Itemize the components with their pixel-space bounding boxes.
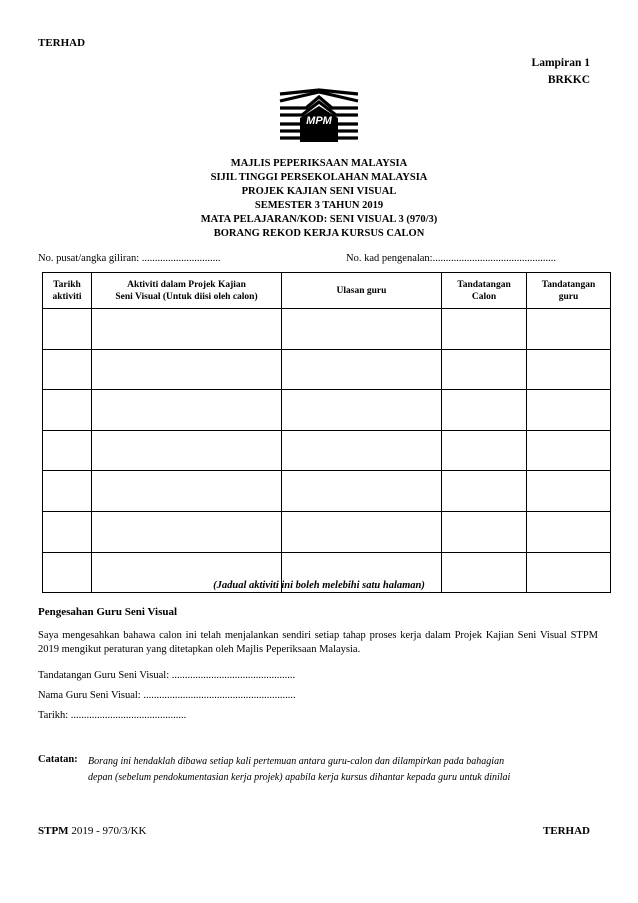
teacher-name-field: Nama Guru Seni Visual: .......................................................... bbox=[38, 690, 296, 701]
teacher-signature-field: Tandatangan Guru Seni Visual: ............................................... bbox=[38, 670, 296, 681]
cell-teacher-signature[interactable] bbox=[527, 390, 611, 431]
footer-classification: TERHAD bbox=[542, 825, 590, 837]
cell-review[interactable] bbox=[282, 471, 442, 512]
table-header-row bbox=[43, 273, 611, 309]
cell-review[interactable] bbox=[282, 390, 442, 431]
cell-teacher-signature[interactable] bbox=[527, 511, 611, 552]
cell-candidate-signature[interactable] bbox=[442, 349, 527, 390]
document-titles bbox=[0, 157, 638, 241]
table-row bbox=[43, 430, 611, 471]
footer-paper-code bbox=[38, 825, 146, 837]
cell-review[interactable] bbox=[282, 309, 442, 350]
header-activity: Aktiviti dalam Projek Kajian Seni Visual (Untuk diisi oleh calon) bbox=[92, 273, 282, 309]
title-certificate: SIJIL TINGGI PERSEKOLAHAN MALAYSIA bbox=[210, 172, 428, 183]
note-line-2: depan (sebelum pendokumentasian kerja projek) apabila kerja kursus dihantar kepada guru untuk dinilai bbox=[88, 772, 511, 783]
index-number-field: No. pusat/angka giliran: .............................. bbox=[38, 253, 221, 264]
cell-date[interactable] bbox=[43, 511, 92, 552]
cell-date[interactable] bbox=[43, 390, 92, 431]
cell-candidate-signature[interactable] bbox=[442, 430, 527, 471]
note-line-1: Borang ini hendaklah dibawa setiap kali pertemuan antara guru-calon dan dilampirkan pada bahagian bbox=[88, 756, 505, 767]
table-row bbox=[43, 349, 611, 390]
cell-activity[interactable] bbox=[92, 511, 282, 552]
footer-paper: 2019 - 970/3/KK bbox=[71, 825, 147, 837]
cell-candidate-signature[interactable] bbox=[442, 471, 527, 512]
cell-teacher-signature[interactable] bbox=[527, 430, 611, 471]
cell-candidate-signature[interactable] bbox=[442, 511, 527, 552]
cell-activity[interactable] bbox=[92, 471, 282, 512]
header-activity-date: Tarikh aktiviti bbox=[43, 273, 92, 309]
footer-exam: STPM bbox=[38, 825, 69, 837]
logo-text: MPM bbox=[306, 115, 332, 127]
date-field: Tarikh: ............................................ bbox=[38, 710, 187, 721]
table-row bbox=[43, 390, 611, 431]
header-teacher-signature: Tandatangan guru bbox=[527, 273, 611, 309]
title-council: MAJLIS PEPERIKSAAN MALAYSIA bbox=[230, 158, 408, 169]
cell-date[interactable] bbox=[43, 309, 92, 350]
cell-activity[interactable] bbox=[92, 430, 282, 471]
annex-label: Lampiran 1 bbox=[531, 57, 590, 69]
note-label: Catatan: bbox=[38, 754, 78, 765]
table-row bbox=[43, 511, 611, 552]
title-subject: MATA PELAJARAN/KOD: SENI VISUAL 3 (970/3) bbox=[200, 214, 438, 225]
cell-teacher-signature[interactable] bbox=[527, 471, 611, 512]
note-text bbox=[88, 754, 594, 786]
cell-date[interactable] bbox=[43, 430, 92, 471]
cell-candidate-signature[interactable] bbox=[442, 309, 527, 350]
table-row bbox=[43, 471, 611, 512]
title-form: BORANG REKOD KERJA KURSUS CALON bbox=[213, 228, 425, 239]
cell-date[interactable] bbox=[43, 471, 92, 512]
table-note: (Jadual aktiviti ini boleh melebihi satu halaman) bbox=[213, 580, 425, 591]
title-semester: SEMESTER 3 TAHUN 2019 bbox=[254, 200, 384, 211]
header-candidate-signature: Tandatangan Calon bbox=[442, 273, 527, 309]
cell-date[interactable] bbox=[43, 349, 92, 390]
form-code: BRKKC bbox=[547, 74, 590, 86]
cell-review[interactable] bbox=[282, 430, 442, 471]
cell-activity[interactable] bbox=[92, 390, 282, 431]
cell-review[interactable] bbox=[282, 349, 442, 390]
activity-record-table bbox=[42, 272, 611, 593]
cell-candidate-signature[interactable] bbox=[442, 390, 527, 431]
verification-title: Pengesahan Guru Seni Visual bbox=[38, 606, 178, 618]
verification-statement: Saya mengesahkan bahawa calon ini telah menjalankan sendiri setiap tahap proses kerja dalam Projek Kajian Seni Visual STPM 2019 mengikut peraturan yang ditetapkan oleh Majlis Peperiksaan Malaysia. bbox=[38, 630, 598, 655]
classification-header: TERHAD bbox=[38, 37, 86, 49]
cell-review[interactable] bbox=[282, 511, 442, 552]
mpm-logo-icon bbox=[276, 88, 362, 144]
cell-teacher-signature[interactable] bbox=[527, 309, 611, 350]
cell-activity[interactable] bbox=[92, 349, 282, 390]
header-teacher-review: Ulasan guru bbox=[282, 273, 442, 309]
cell-teacher-signature[interactable] bbox=[527, 349, 611, 390]
cell-activity[interactable] bbox=[92, 309, 282, 350]
table-row bbox=[43, 309, 611, 350]
title-project: PROJEK KAJIAN SENI VISUAL bbox=[241, 186, 397, 197]
ic-number-field: No. kad pengenalan:............................................... bbox=[346, 253, 556, 264]
